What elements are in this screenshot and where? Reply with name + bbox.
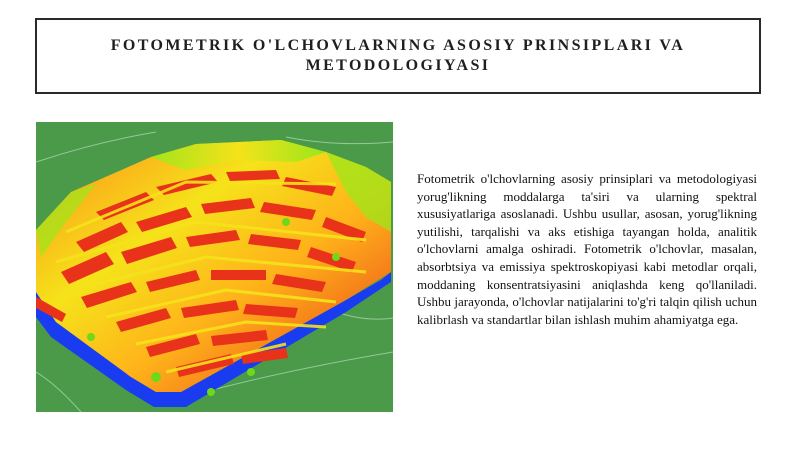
title-frame [35, 18, 761, 94]
body-paragraph: Fotometrik o'lchovlarning asosiy prinsiplari va metodologiyasi yorug'likning moddalarga ta'siri va ularning spektral xususiyatlariga asoslanadi. Ushbu usullar, asosan, yorug'likning yutilishi, tarqalishi va aks etishiga tayangan holda, analitik o'lchovlarni amalga oshiradi. Fotometrik o'lchovlar, masalan, absorbtsiya va emissiya spektroskopiyasi kabi metodlar orqali, moddaning konsentratsiyasini aniqlashda keng qo'llaniladi. Ushbu jarayonda, o'lchovlar natijalarini to'g'ri talqin qilish uchun kalibrlash va standartlar bilan ishlash muhim ahamiyatga ega. [417, 171, 757, 327]
heatmap-figure [36, 122, 393, 412]
heatmap-building-image [36, 122, 393, 412]
slide-title: FOTOMETRIK O'LCHOVLARNING ASOSIY PRINSIPLARI VA METODOLOGIYASI [110, 37, 686, 74]
